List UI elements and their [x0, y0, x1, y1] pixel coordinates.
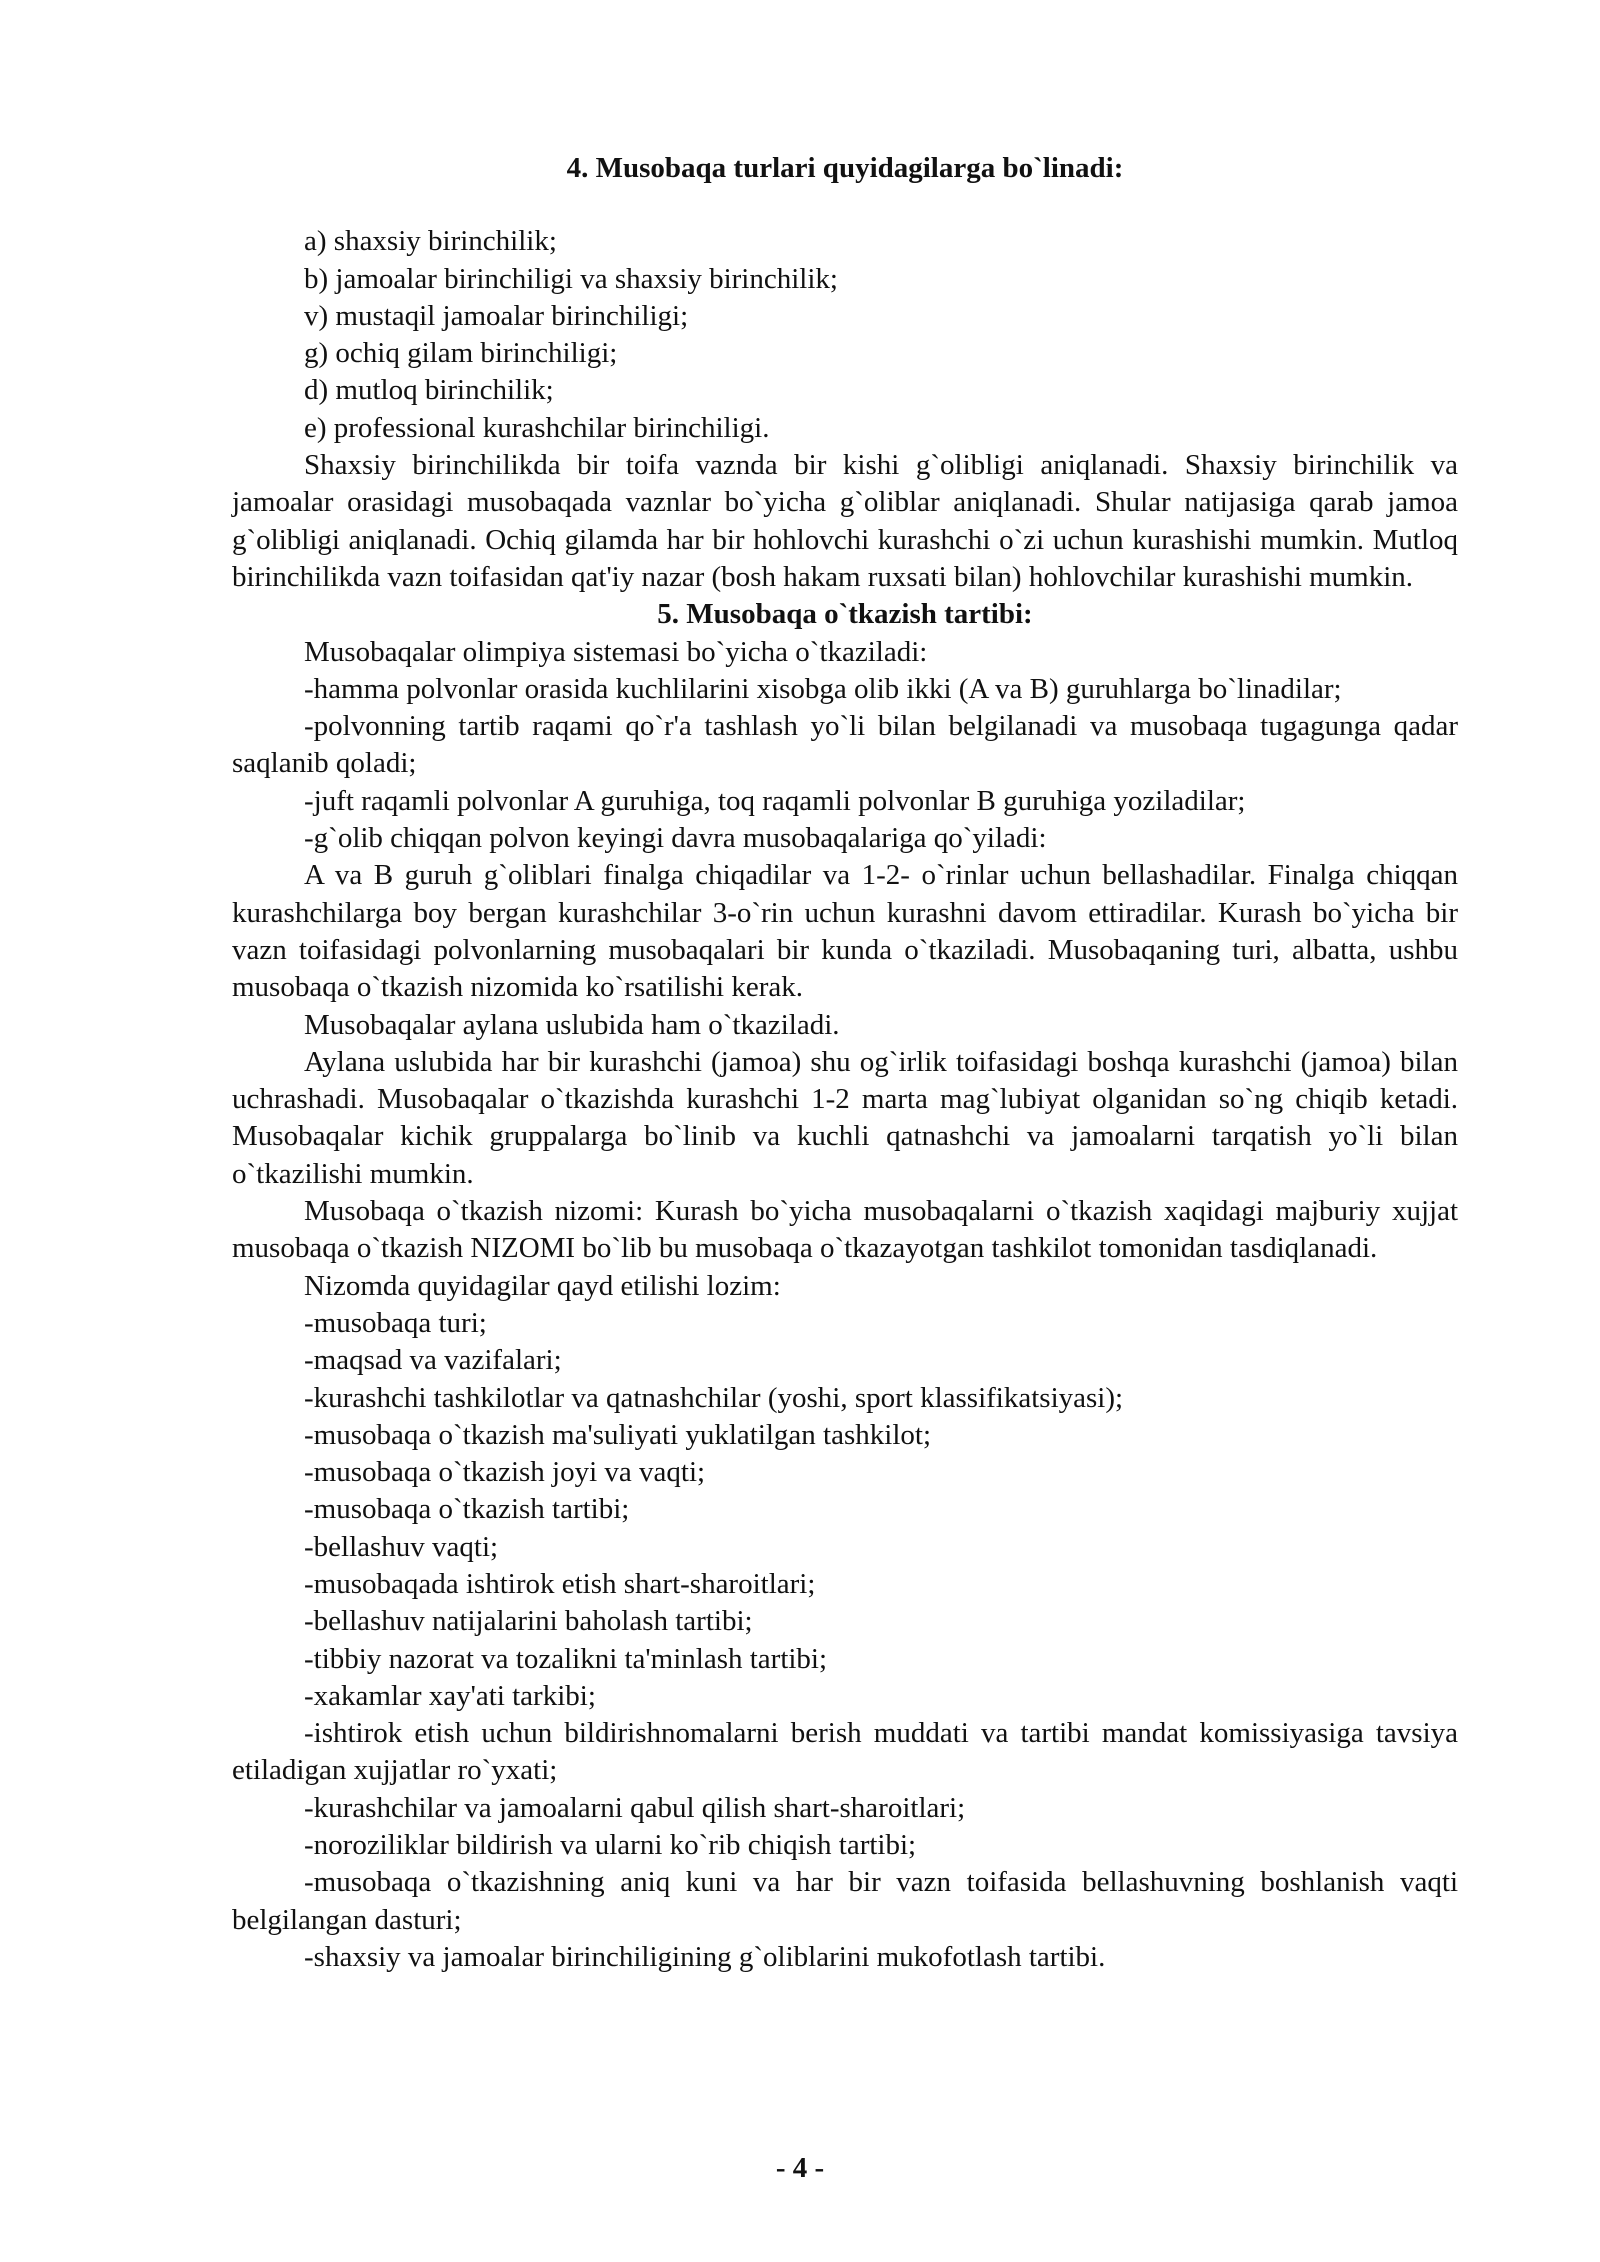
rule-item: -polvonning tartib raqami qo`r'a tashlash yo`li bilan belgilanadi va musobaqa tugagunga qadar saqlanib qoladi;: [232, 710, 1458, 780]
section-4-title: 4. Musobaqa turlari quyidagilarga bo`linadi:: [566, 152, 1124, 184]
list-item: b) jamoalar birinchiligi va shaxsiy birinchilik;: [304, 262, 838, 295]
page-number: - 4 -: [775, 2152, 825, 2184]
round-robin-intro: Musobaqalar aylana uslubida ham o`tkaziladi.: [304, 1008, 840, 1041]
regulation-item: -ishtirok etish uchun bildirishnomalarni berish muddati va tartibi mandat komissiyasiga tavsiya etiladigan xujjatlar ro`yxati;: [232, 1717, 1458, 1787]
list-item: g) ochiq gilam birinchiligi;: [304, 337, 618, 370]
regulation-item: -kurashchilar va jamoalarni qabul qilish shart-sharoitlari;: [304, 1791, 966, 1824]
list-item: d) mutloq birinchilik;: [304, 374, 554, 407]
regulation-item: -bellashuv vaqti;: [304, 1530, 499, 1563]
list-item: v) mustaqil jamoalar birinchiligi;: [304, 299, 689, 332]
final-paragraph: A va B guruh g`oliblari finalga chiqadilar va 1-2- o`rinlar uchun bellashadilar. Finalga chiqqan kurashchilarga boy bergan kurashchilar 3-o`rin uchun kurashni davom ettiradilar. Kurash bo`yicha bir vazn toifasidagi polvonlarning musobaqalari bir kunda o`tkaziladi. Musobaqaning turi, albatta, ushbu musobaqa o`tkazish nizomida ko`rsatilishi kerak.: [232, 859, 1458, 1004]
regulation-item: -musobaqa o`tkazish ma'suliyati yuklatilgan tashkilot;: [304, 1418, 931, 1451]
regulation-item: -musobaqa o`tkazishning aniq kuni va har bir vazn toifasida bellashuvning boshlanish vaqti belgilangan dasturi;: [232, 1866, 1458, 1936]
section-4-paragraph: Shaxsiy birinchilikda bir toifa vaznda bir kishi g`olibligi aniqlanadi. Shaxsiy birinchilik va jamoalar orasidagi musobaqada vaznlar bo`yicha g`oliblar aniqlanadi. Shular natijasiga qarab jamoa g`olibligi aniqlanadi. Ochiq gilamda har bir hohlovchi kurashchi o`zi uchun kurashishi mumkin. Mutloq birinchilikda vazn toifasidan qat'iy nazar (bosh hakam ruxsati bilan) hohlovchilar kurashishi mumkin.: [232, 449, 1458, 593]
regulation-item: -shaxsiy va jamoalar birinchiligining g`oliblarini mukofotlash tartibi.: [304, 1940, 1106, 1973]
regulation-item: -musobaqa o`tkazish joyi va vaqti;: [304, 1456, 706, 1489]
regulation-item: -musobaqada ishtirok etish shart-sharoitlari;: [304, 1567, 816, 1600]
round-robin-paragraph: Aylana uslubida har bir kurashchi (jamoa) shu og`irlik toifasidagi boshqa kurashchi (jamoa) bilan uchrashadi. Musobaqalar o`tkazishda kurashchi 1-2 marta mag`lubiyat olganidan so`ng chiqib ketadi. Musobaqalar kichik gruppalarga bo`linib va kuchli qatnashchi va jamoalarni tarqatish yo`li bilan o`tkazilishi mumkin.: [232, 1045, 1458, 1190]
regulation-item: -tibbiy nazorat va tozalikni ta'minlash tartibi;: [304, 1642, 828, 1675]
section-5-title: 5. Musobaqa o`tkazish tartibi:: [657, 598, 1033, 631]
regulation-item: -bellashuv natijalarini baholash tartibi;: [304, 1605, 753, 1638]
regulation-item: -musobaqa o`tkazish tartibi;: [304, 1493, 630, 1526]
regulation-item: -kurashchi tashkilotlar va qatnashchilar (yoshi, sport klassifikatsiyasi);: [304, 1381, 1124, 1414]
list-item: a) shaxsiy birinchilik;: [304, 225, 557, 258]
regulation-item: -noroziliklar bildirish va ularni ko`rib chiqish tartibi;: [304, 1829, 917, 1862]
regulation-item: -musobaqa turi;: [304, 1306, 487, 1339]
regulation-item: -xakamlar xay'ati tarkibi;: [304, 1679, 596, 1712]
rule-item: -g`olib chiqqan polvon keyingi davra musobaqalariga qo`yiladi:: [304, 822, 1047, 855]
regulation-item: -maqsad va vazifalari;: [304, 1344, 562, 1377]
rule-item: -hamma polvonlar orasida kuchlilarini xisobga olib ikki (A va B) guruhlarga bo`linadilar;: [304, 672, 1342, 705]
document-page: [232, 150, 1458, 1976]
regulation-paragraph: Musobaqa o`tkazish nizomi: Kurash bo`yicha musobaqalarni o`tkazish xaqidagi majburiy xujjat musobaqa o`tkazish NIZOMI bo`lib bu musobaqa o`tkazayotgan tashkilot tomonidan tasdiqlanadi.: [232, 1195, 1458, 1265]
regulation-intro: Nizomda quyidagilar qayd etilishi lozim:: [304, 1269, 781, 1302]
list-item: e) professional kurashchilar birinchiligi.: [304, 411, 770, 444]
section-5-intro: Musobaqalar olimpiya sistemasi bo`yicha o`tkaziladi:: [304, 635, 928, 668]
rule-item: -juft raqamli polvonlar A guruhiga, toq raqamli polvonlar B guruhiga yoziladilar;: [304, 784, 1246, 817]
